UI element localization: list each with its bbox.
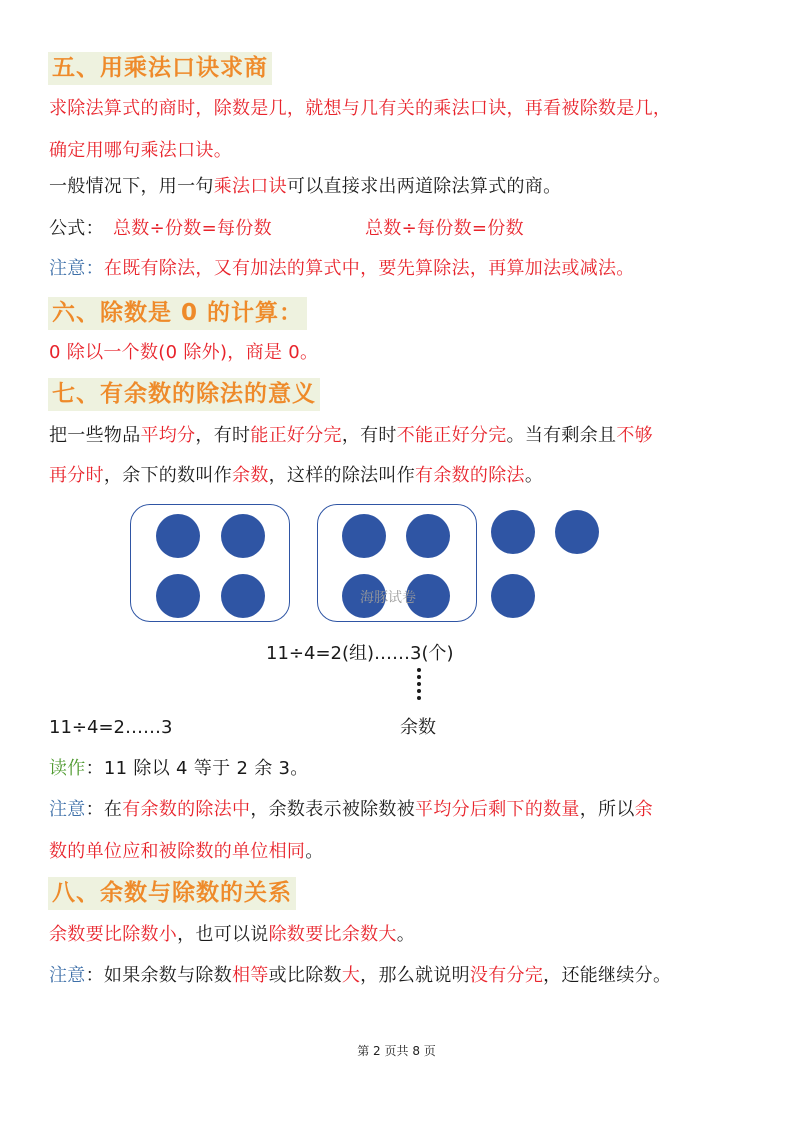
equation-short: 11÷4=2……3 (49, 717, 173, 738)
s7-l2-hl1: 再分时 (49, 465, 104, 486)
s8-l1-hl2: 除数要比余数大 (268, 924, 397, 945)
s8-note-part1: ：如果余数与除数 (85, 965, 233, 986)
dot (221, 574, 265, 618)
s8-note-line (49, 964, 671, 988)
read-text: ：11 除以 4 等于 2 余 3。 (85, 758, 309, 779)
s7-l1-hl1: 平均分 (140, 425, 196, 446)
s7-note-part4: 。 (305, 841, 324, 862)
s8-l1-part1: ，也可以说 (177, 924, 269, 945)
page-footer: 第 2 页共 8 页 (357, 1044, 436, 1058)
remainder-dot (555, 510, 599, 554)
s7-l2-part2: ，这样的除法叫作 (268, 465, 416, 486)
s5-line3-part1: 一般情况下，用一句 (49, 176, 214, 197)
s8-note-part3: ，那么就说明 (360, 965, 470, 986)
s7-l1-hl4: 不够 (616, 425, 653, 446)
s7-note-hl1: 有余数的除法中 (122, 799, 251, 820)
s7-note-line2 (49, 840, 324, 864)
s6-text-line1: 0 除以一个数(0 除外)，商是 0。 (49, 342, 319, 363)
s5-text-line3 (49, 175, 561, 199)
s7-l2-part3: 。 (524, 465, 544, 486)
s5-text-line2: 确定用哪句乘法口诀。 (49, 140, 232, 161)
s8-note-hl2: 大 (341, 965, 361, 986)
s5-line3-highlight: 乘法口诀 (213, 176, 287, 197)
s7-l1-hl2: 能正好分完 (250, 425, 342, 446)
read-as-line (49, 757, 309, 781)
s7-note-hl4: 数的单位应和被除数的单位相同 (49, 841, 306, 862)
s7-l1-hl3: 不能正好分完 (396, 425, 507, 446)
s7-l2-part1: ，余下的数叫作 (103, 465, 233, 486)
remainder-label: 余数 (400, 717, 436, 738)
s5-note-text: 在既有除法，又有加法的算式中，要先算除法，再算加法或减法。 (103, 258, 635, 279)
watermark: 海豚试卷 (360, 590, 416, 606)
s7-note-part1: ：在 (85, 799, 123, 820)
s8-note-hl1: 相等 (232, 965, 269, 986)
s7-note-hl3: 余 (634, 799, 653, 820)
dot (156, 574, 200, 618)
remainder-dot (491, 574, 535, 618)
s5-text-line1: 求除法算式的商时，除数是几，就想与几有关的乘法口诀，再看被除数是几， (49, 98, 672, 119)
s7-l1-part3: ，有时 (341, 425, 397, 446)
dot (156, 514, 200, 558)
s8-note-label: 注意 (49, 965, 86, 986)
s7-note-part3: ，所以 (579, 799, 635, 820)
dot (406, 514, 450, 558)
s5-formula1: 总数÷份数=每份数 (113, 218, 272, 239)
s8-note-part4: ，还能继续分。 (543, 965, 672, 986)
s8-l1-hl1: 余数要比除数小 (49, 924, 178, 945)
dot (342, 514, 386, 558)
section-heading-8: 八、余数与除数的关系 (48, 877, 296, 910)
s8-l1-part2: 。 (396, 924, 416, 945)
s7-l2-hl3: 有余数的除法 (415, 465, 525, 486)
s7-note-part2: ，余数表示被除数被 (250, 799, 416, 820)
s7-text-line1 (49, 424, 653, 448)
s7-l1-part4: 。当有剩余且 (506, 425, 617, 446)
s7-l1-part1: 把一些物品 (49, 425, 141, 446)
s5-formula2: 总数÷每份数=份数 (365, 218, 524, 239)
s7-note-line1 (49, 798, 653, 822)
s8-note-hl3: 没有分完 (469, 965, 544, 986)
s5-line3-part2: 可以直接求出两道除法算式的商。 (286, 176, 562, 197)
s5-note-label: 注意： (49, 258, 104, 279)
s7-text-line2 (49, 464, 543, 488)
remainder-dot (491, 510, 535, 554)
s7-note-label: 注意 (49, 799, 86, 820)
dotted-pointer (417, 668, 423, 703)
s5-note (49, 257, 635, 281)
s7-l1-part2: ，有时 (195, 425, 251, 446)
s8-text-line1 (49, 923, 415, 947)
read-label: 读作 (49, 758, 86, 779)
section-heading-5: 五、用乘法口诀求商 (48, 52, 272, 85)
s7-note-hl2: 平均分后剩下的数量 (415, 799, 580, 820)
section-heading-7: 七、有余数的除法的意义 (48, 378, 320, 411)
group-frame-1 (130, 504, 290, 622)
dot (221, 514, 265, 558)
equation-full: 11÷4=2(组)……3(个) (266, 643, 454, 664)
s5-formula-label: 公式： (49, 218, 104, 239)
s8-note-part2: 或比除数 (268, 965, 342, 986)
section-heading-6: 六、除数是 0 的计算： (48, 297, 307, 330)
s7-l2-hl2: 余数 (232, 465, 269, 486)
